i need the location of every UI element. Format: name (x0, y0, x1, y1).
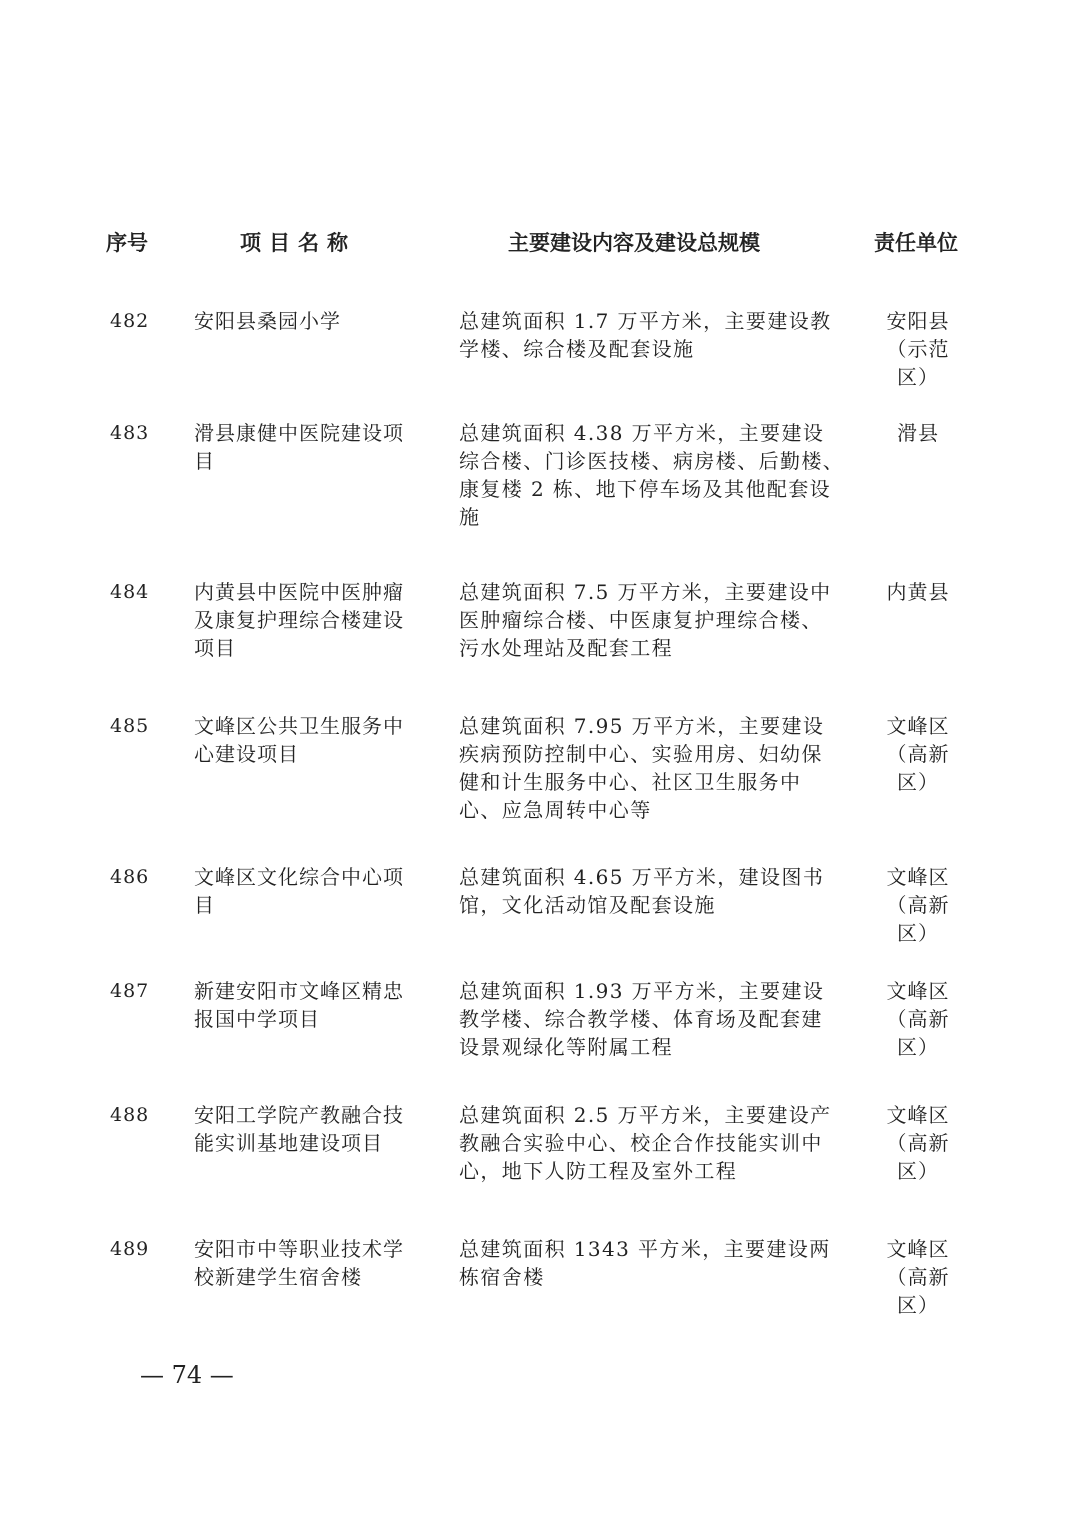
name-line: 校新建学生宿舍楼 (194, 1265, 362, 1289)
name-line: 新建安阳市文峰区精忠 (194, 979, 404, 1003)
unit-line: （高新 (886, 1265, 950, 1289)
row-content (459, 419, 845, 531)
row-content (459, 578, 832, 662)
content-line: 疾病预防控制中心、实验用房、妇幼保 (459, 742, 823, 766)
page-number: — 74 — (140, 1361, 234, 1389)
content-line: 教学楼、综合教学楼、体育场及配套建 (459, 1007, 823, 1031)
name-line: 项目 (194, 636, 236, 660)
content-line: 施 (459, 505, 481, 529)
name-line: 安阳县桑园小学 (194, 309, 341, 333)
unit-line: 文峰区 (886, 865, 950, 889)
content-line: 心、应急周转中心等 (459, 798, 652, 822)
unit-line: 区） (897, 921, 939, 945)
name-line: 心建设项目 (194, 742, 299, 766)
content-line: 医肿瘤综合楼、中医康复护理综合楼、 (459, 608, 823, 632)
content-line: 馆，文化活动馆及配套设施 (459, 893, 716, 917)
name-line: 报国中学项目 (194, 1007, 320, 1031)
row-unit (868, 712, 968, 796)
content-line: 栋宿舍楼 (459, 1265, 545, 1289)
row-project-name (194, 863, 414, 919)
name-line: 及康复护理综合楼建设 (194, 608, 404, 632)
unit-line: （高新 (886, 742, 950, 766)
row-project-name (194, 977, 414, 1033)
row-project-name (194, 1101, 414, 1157)
row-content (459, 863, 829, 919)
row-seq: 482 (110, 310, 150, 332)
column-header-unit: 责任单位 (874, 231, 958, 255)
row-unit (868, 419, 968, 447)
name-line: 能实训基地建设项目 (194, 1131, 383, 1155)
content-line: 康复楼 2 栋、地下停车场及其他配套设 (459, 477, 832, 501)
unit-line: 文峰区 (886, 1103, 950, 1127)
unit-line: 区） (897, 365, 939, 389)
name-line: 目 (194, 893, 215, 917)
row-seq: 486 (110, 866, 150, 888)
row-unit (868, 1101, 968, 1185)
row-project-name (194, 419, 414, 475)
unit-line: 文峰区 (886, 1237, 950, 1261)
content-line: 心，地下人防工程及室外工程 (459, 1159, 738, 1183)
content-line: 设景观绿化等附属工程 (459, 1035, 673, 1059)
content-line: 教融合实验中心、校企合作技能实训中 (459, 1131, 823, 1155)
row-unit (868, 307, 968, 391)
row-seq: 489 (110, 1238, 150, 1260)
name-line: 目 (194, 449, 215, 473)
content-line: 健和计生服务中心、社区卫生服务中 (459, 770, 802, 794)
content-line: 总建筑面积 2.5 万平方米，主要建设产 (459, 1103, 832, 1127)
row-seq: 483 (110, 422, 150, 444)
unit-line: 滑县 (897, 421, 939, 445)
row-unit (868, 977, 968, 1061)
name-line: 文峰区公共卫生服务中 (194, 714, 404, 738)
content-line: 总建筑面积 4.65 万平方米，建设图书 (459, 865, 825, 889)
row-seq: 488 (110, 1104, 150, 1126)
content-line: 综合楼、门诊医技楼、病房楼、后勤楼、 (459, 449, 845, 473)
unit-line: 安阳县 (886, 309, 950, 333)
unit-line: 区） (897, 1035, 939, 1059)
row-content (459, 712, 829, 824)
name-line: 安阳市中等职业技术学 (194, 1237, 404, 1261)
name-line: 内黄县中医院中医肿瘤 (194, 580, 404, 604)
row-unit (868, 1235, 968, 1319)
row-project-name (194, 1235, 414, 1291)
unit-line: 区） (897, 770, 939, 794)
row-project-name (194, 712, 414, 768)
unit-line: 文峰区 (886, 979, 950, 1003)
name-line: 安阳工学院产教融合技 (194, 1103, 404, 1127)
unit-line: 文峰区 (886, 714, 950, 738)
name-line: 滑县康健中医院建设项 (194, 421, 404, 445)
row-seq: 485 (110, 715, 150, 737)
row-content (459, 977, 829, 1061)
unit-line: 区） (897, 1293, 939, 1317)
row-seq: 487 (110, 980, 150, 1002)
unit-line: 区） (897, 1159, 939, 1183)
name-line: 文峰区文化综合中心项 (194, 865, 404, 889)
row-content (459, 1101, 832, 1185)
unit-line: （示范 (886, 337, 950, 361)
unit-line: （高新 (886, 1007, 950, 1031)
content-line: 总建筑面积 1.7 万平方米，主要建设教 (459, 309, 832, 333)
content-line: 污水处理站及配套工程 (459, 636, 673, 660)
row-project-name (194, 307, 414, 335)
column-header-content: 主要建设内容及建设总规模 (508, 231, 760, 255)
unit-line: （高新 (886, 893, 950, 917)
row-unit (868, 578, 968, 606)
row-seq: 484 (110, 581, 150, 603)
content-line: 总建筑面积 7.5 万平方米，主要建设中 (459, 580, 832, 604)
row-content (459, 307, 832, 363)
row-content (459, 1235, 829, 1291)
content-line: 总建筑面积 1343 平方米，主要建设两 (459, 1237, 831, 1261)
column-header-name: 项目名称 (240, 231, 356, 255)
unit-line: （高新 (886, 1131, 950, 1155)
content-line: 学楼、综合楼及配套设施 (459, 337, 695, 361)
unit-line: 内黄县 (886, 580, 950, 604)
content-line: 总建筑面积 7.95 万平方米，主要建设 (459, 714, 825, 738)
content-line: 总建筑面积 1.93 万平方米，主要建设 (459, 979, 825, 1003)
column-header-seq: 序号 (106, 231, 148, 255)
content-line: 总建筑面积 4.38 万平方米，主要建设 (459, 421, 825, 445)
row-unit (868, 863, 968, 947)
row-project-name (194, 578, 414, 662)
